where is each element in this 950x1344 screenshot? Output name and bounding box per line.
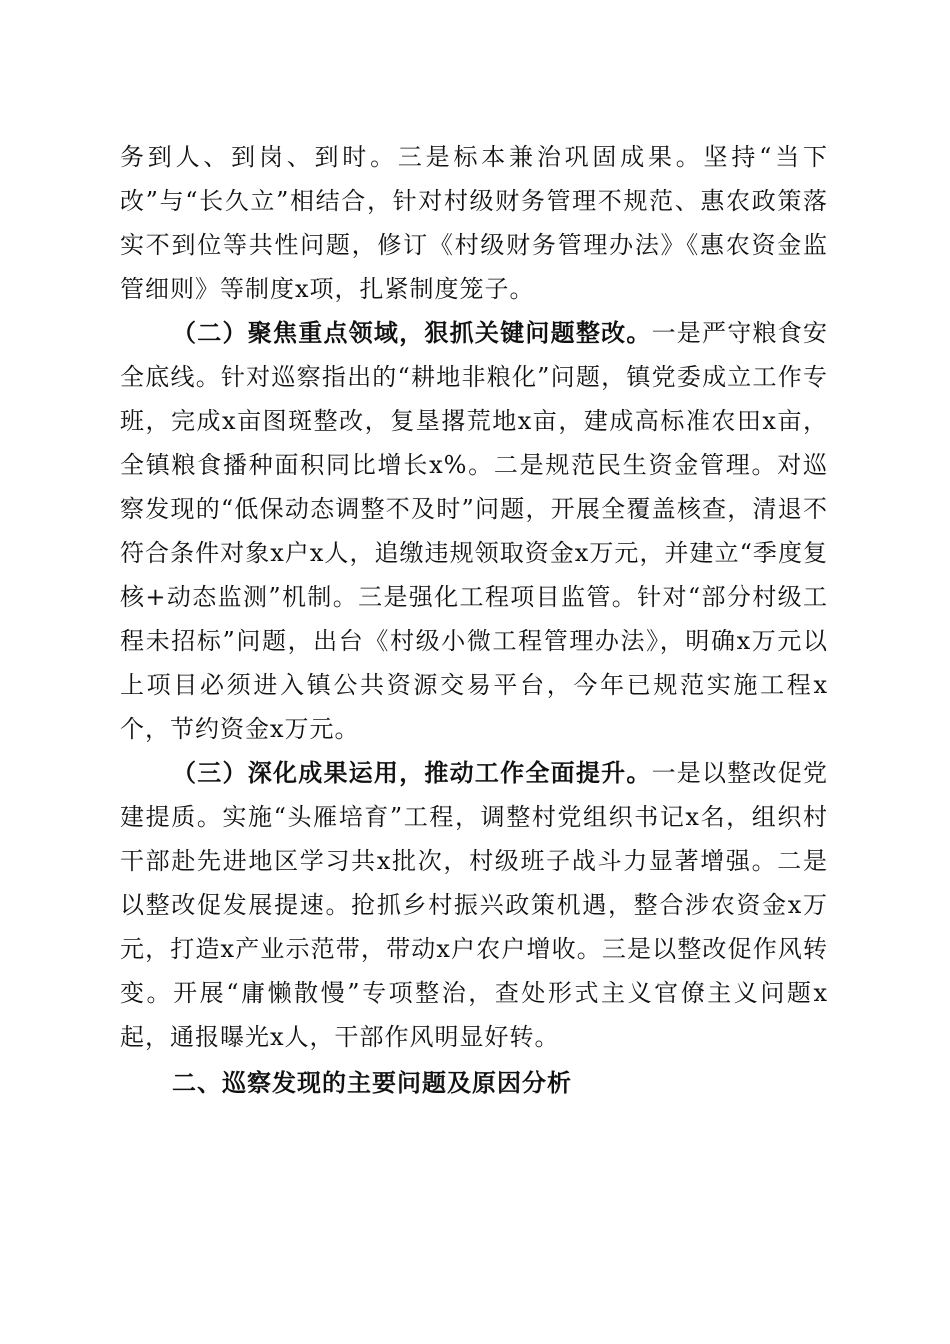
document-page (120, 135, 828, 1105)
paragraph-section-3 (120, 751, 828, 1059)
paragraph-section-2 (120, 311, 828, 751)
paragraph-text: 一是严守粮食安全底线。针对巡察指出的“耕地非粮化”问题，镇党委成立工作专班，完成x亩图斑整改，复垦撂荒地x亩，建成高标准农田x亩，全镇粮食播种面积同比增长x%。二是规范民生资金管理。对巡察发现的“低保动态调整不及时”问题，开展全覆盖核查，清退不符合条件对象x户x人，追缴违规领取资金x万元，并建立“季度复核+动态监测”机制。三是强化工程项目监管。针对“部分村级工程未招标”问题，出台《村级小微工程管理办法》，明确x万元以上项目必须进入镇公共资源交易平台，今年已规范实施工程x个，节约资金x万元。 (120, 319, 829, 743)
section-lead-heading: （二）聚焦重点领域，狠抓关键问题整改。 (172, 318, 652, 347)
chapter-heading: 二、巡察发现的主要问题及原因分析 (172, 1069, 572, 1097)
paragraph-text: 一是以整改促党建提质。实施“头雁培育”工程，调整村党组织书记x名，组织村干部赴先进地区学习共x批次，村级班子战斗力显著增强。二是以整改促发展提速。抢抓乡村振兴政策机遇，整合涉农资金x万元，打造x产业示范带，带动x户农户增收。三是以整改促作风转变。开展“庸懒散慢”专项整治，查处形式主义官僚主义问题x起，通报曝光x人，干部作风明显好转。 (120, 759, 829, 1051)
paragraph-continuation (120, 135, 828, 311)
paragraph-text: 务到人、到岗、到时。三是标本兼治巩固成果。坚持“当下改”与“长久立”相结合，针对村级财务管理不规范、惠农政策落实不到位等共性问题，修订《村级财务管理办法》《惠农资金监管细则》等制度x项，扎紧制度笼子。 (120, 143, 828, 303)
section-lead-heading: （三）深化成果运用，推动工作全面提升。 (172, 758, 652, 787)
